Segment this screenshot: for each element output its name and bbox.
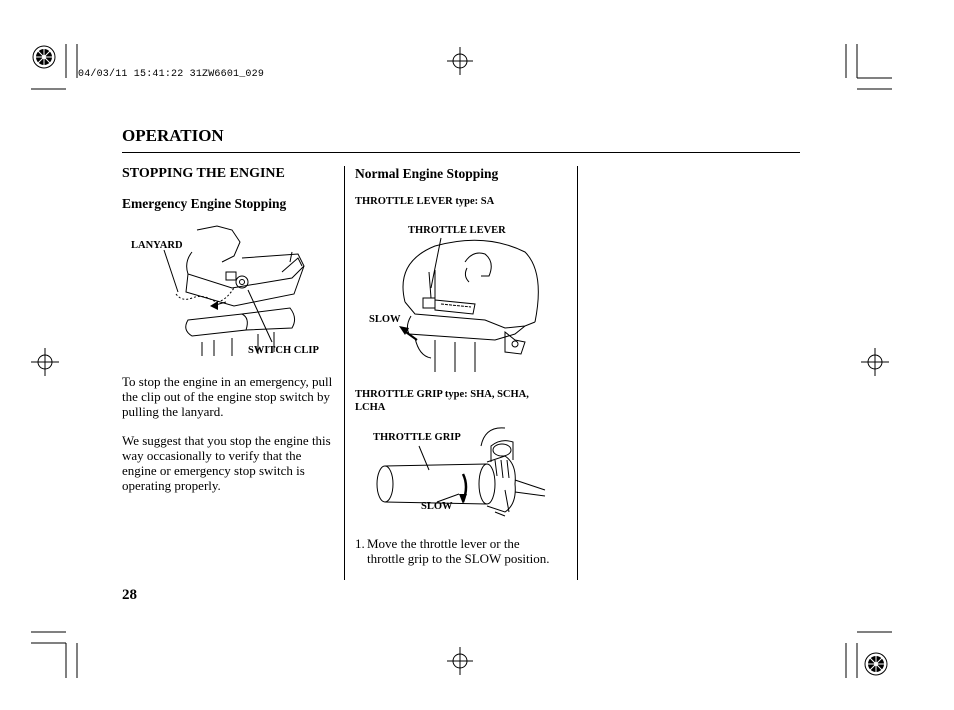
label-throttle-grip: THROTTLE GRIP bbox=[373, 432, 461, 443]
label-switch-clip: SWITCH CLIP bbox=[248, 345, 319, 356]
label-slow-lever: SLOW bbox=[369, 314, 401, 325]
caption-throttle-lever-type: THROTTLE LEVER type: SA bbox=[355, 196, 495, 207]
section-title: OPERATION bbox=[122, 126, 224, 145]
column-divider bbox=[577, 166, 578, 580]
step-1-line-1: Move the throttle lever or the bbox=[367, 536, 520, 551]
step-1 bbox=[355, 536, 573, 566]
heading-normal-stopping: Normal Engine Stopping bbox=[355, 166, 499, 181]
caption-throttle-grip-type: THROTTLE GRIP type: SHA, SCHA, LCHA bbox=[355, 389, 529, 413]
label-lanyard: LANYARD bbox=[131, 240, 183, 251]
emergency-paragraph-2: We suggest that you stop the engine this way occasionally to verify that the engine or emergency stop switch is operating properly. bbox=[122, 433, 331, 493]
label-throttle-lever: THROTTLE LEVER bbox=[408, 225, 506, 236]
heading-emergency-stopping: Emergency Engine Stopping bbox=[122, 196, 287, 211]
emergency-paragraph-1: To stop the engine in an emergency, pull the clip out of the engine stop switch by pulling the lanyard. bbox=[122, 374, 333, 419]
heading-stopping-engine: STOPPING THE ENGINE bbox=[122, 166, 285, 181]
step-1-number: 1. bbox=[355, 536, 365, 551]
print-stamp: 04/03/11 15:41:22 31ZW6601_029 bbox=[78, 69, 265, 80]
step-1-line-2: throttle grip to the SLOW position. bbox=[367, 551, 550, 566]
column-divider bbox=[344, 166, 345, 580]
throttle-lever-illustration bbox=[355, 222, 577, 382]
page-number: 28 bbox=[122, 587, 137, 603]
title-rule bbox=[122, 152, 800, 153]
label-slow-grip: SLOW bbox=[421, 501, 453, 512]
